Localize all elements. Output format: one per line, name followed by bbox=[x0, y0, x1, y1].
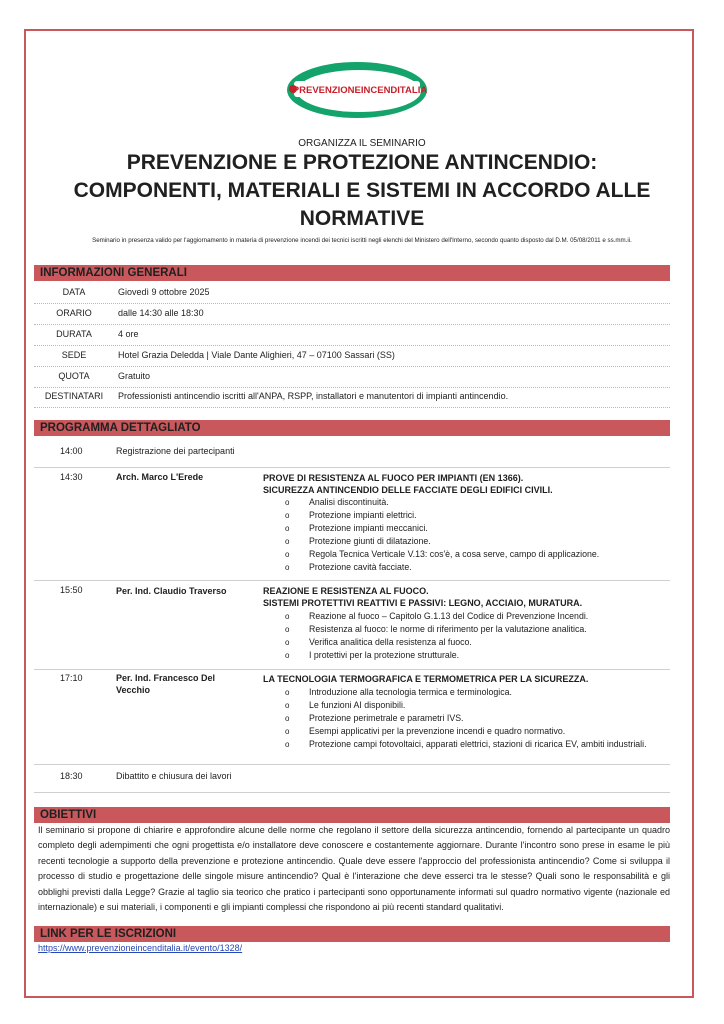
session-time: 15:50 bbox=[60, 585, 83, 595]
info-value: dalle 14:30 alle 18:30 bbox=[118, 308, 204, 318]
bullet-icon: o bbox=[285, 740, 290, 749]
divider bbox=[34, 792, 670, 793]
list-item: o Introduzione alla tecnologia termica e terminologica. bbox=[285, 687, 512, 697]
objectives-heading: OBIETTIVI bbox=[34, 807, 670, 823]
bullet-icon: o bbox=[285, 727, 290, 736]
info-row-venue bbox=[34, 345, 670, 367]
list-item: o Protezione impianti elettrici. bbox=[285, 510, 417, 520]
logo bbox=[286, 60, 428, 120]
organizer-label: ORGANIZZA IL SEMINARIO bbox=[298, 138, 426, 149]
list-item: o Regola Tecnica Verticale V.13: cos'è, a cosa serve, campo di applicazione. bbox=[285, 549, 600, 559]
info-row-fee bbox=[34, 366, 670, 388]
bullet-icon: o bbox=[285, 625, 290, 634]
info-section-heading: INFORMAZIONI GENERALI bbox=[34, 265, 670, 281]
info-row-duration bbox=[34, 324, 670, 346]
seminar-subtitle: Seminario in presenza valido per l'aggiornamento in materia di prevenzione incendi dei tecnici iscritti negli elenchi del Ministero dell'Interno, secondo quanto disposto dal D.M. 05/08/2011 e ss.mm.ii. bbox=[92, 237, 632, 244]
info-row-audience bbox=[34, 386, 670, 408]
bullet-icon: o bbox=[285, 688, 290, 697]
registration-text: Registrazione dei partecipanti bbox=[116, 446, 235, 456]
title-line: COMPONENTI, MATERIALI E SISTEMI IN ACCORDO ALLE bbox=[73, 179, 651, 202]
list-item: o Reazione al fuoco – Capitolo G.1.13 del Codice di Prevenzione Incendi. bbox=[285, 611, 589, 621]
list-item: o Protezione perimetrale e parametri IVS. bbox=[285, 713, 464, 723]
session-items bbox=[285, 496, 665, 574]
title-line: NORMATIVE bbox=[299, 207, 425, 230]
list-item: o Esempi applicativi per la prevenzione incendi e quadro normativo. bbox=[285, 726, 566, 736]
divider bbox=[34, 467, 670, 468]
bullet-icon: o bbox=[285, 701, 290, 710]
list-item: o Protezione campi fotovoltaici, apparati elettrici, stazioni di ricarica EV, ambiti industriali. bbox=[285, 739, 647, 749]
bullet-icon: o bbox=[285, 511, 290, 520]
list-item: o Analisi discontinuità. bbox=[285, 497, 389, 507]
info-value: 4 ore bbox=[118, 329, 139, 339]
info-label: DURATA bbox=[56, 329, 92, 339]
divider bbox=[34, 764, 670, 765]
session-speaker: Per. Ind. Francesco Del Vecchio bbox=[116, 673, 216, 695]
session-speaker: Per. Ind. Claudio Traverso bbox=[116, 586, 227, 596]
bullet-icon: o bbox=[285, 524, 290, 533]
info-label: ORARIO bbox=[56, 308, 92, 318]
info-row-date bbox=[34, 282, 670, 304]
list-item: o Protezione impianti meccanici. bbox=[285, 523, 428, 533]
bullet-icon: o bbox=[285, 537, 290, 546]
info-row-time bbox=[34, 303, 670, 325]
closing-time: 18:30 bbox=[60, 771, 83, 781]
list-item: o Protezione cavità facciate. bbox=[285, 562, 412, 572]
logo-text: PREVENZIONEINCENDITALIA bbox=[292, 85, 428, 96]
registration-time: 14:00 bbox=[60, 446, 83, 456]
list-item: o Protezione giunti di dilatazione. bbox=[285, 536, 431, 546]
divider bbox=[34, 580, 670, 581]
info-label: QUOTA bbox=[58, 371, 90, 381]
info-label: DATA bbox=[62, 287, 86, 297]
session-topic: LA TECNOLOGIA TERMOGRAFICA E TERMOMETRICA PER LA SICUREZZA. bbox=[263, 674, 589, 684]
session-items bbox=[285, 610, 665, 662]
info-label: DESTINATARI bbox=[44, 391, 104, 401]
session-time: 14:30 bbox=[60, 472, 83, 482]
bullet-icon: o bbox=[285, 638, 290, 647]
registration-link[interactable]: https://www.prevenzioneincenditalia.it/evento/1328/ bbox=[38, 943, 243, 953]
session-time: 17:10 bbox=[60, 673, 83, 683]
bullet-icon: o bbox=[285, 714, 290, 723]
info-value: Gratuito bbox=[118, 371, 151, 381]
seminar-title bbox=[40, 149, 684, 233]
list-item: o Le funzioni AI disponibili. bbox=[285, 700, 406, 710]
bullet-icon: o bbox=[285, 612, 290, 621]
divider bbox=[34, 669, 670, 670]
bullet-icon: o bbox=[285, 651, 290, 660]
info-value: Hotel Grazia Deledda | Viale Dante Alighieri, 47 – 07100 Sassari (SS) bbox=[118, 350, 395, 360]
session-items bbox=[285, 686, 665, 751]
closing-text: Dibattito e chiusura dei lavori bbox=[116, 771, 232, 781]
registration-link-heading: LINK PER LE ISCRIZIONI bbox=[34, 926, 670, 942]
list-item: o Resistenza al fuoco: le norme di riferimento per la valutazione analitica. bbox=[285, 624, 587, 634]
bullet-icon: o bbox=[285, 563, 290, 572]
list-item: o Verifica analitica della resistenza al fuoco. bbox=[285, 637, 472, 647]
title-line: PREVENZIONE E PROTEZIONE ANTINCENDIO: bbox=[126, 151, 598, 174]
session-speaker: Arch. Marco L'Erede bbox=[116, 472, 204, 482]
bullet-icon: o bbox=[285, 550, 290, 559]
objectives-text: Il seminario si propone di chiarire e approfondire alcune delle norme che regolano il settore della sicurezza antincendio, fornendo al partecipante un quadro completo degli adempimenti che ogni progettista e/o installatore deve conoscere e costantemente aggiornare. Durante l'incontro sono prese in esame le più recenti tecnologie a supporto della prevenzione e protezione antincendio. Quale deve essere l'approccio del professionista antincendio? Come si sviluppa il processo di studio e progettazione delle singole misure antincendio? Qual è l'interazione che deve esserci tra le stesse? Quali sono le responsabilità e gli obblighi previsti dalla Legge? Grazie al taglio sia teorico che pratico i partecipanti sono opportunamente informati sul quadro normativo vigente (nazionale ed internazionale) e sui materiali, i componenti e gli impianti complessi che rispondono ai più recenti standard qualitativi. bbox=[38, 825, 670, 913]
bullet-icon: o bbox=[285, 498, 290, 507]
list-item: o I protettivi per la protezione strutturale. bbox=[285, 650, 460, 660]
program-section-heading: PROGRAMMA DETTAGLIATO bbox=[34, 420, 670, 436]
session-topic: REAZIONE E RESISTENZA AL FUOCO. SISTEMI PROTETTIVI REATTIVI E PASSIVI: LEGNO, ACCIAIO, MURATURA. bbox=[263, 586, 583, 608]
session-topic: PROVE DI RESISTENZA AL FUOCO PER IMPIANTI (EN 1366). SICUREZZA ANTINCENDIO DELLE FACCIATE DEGLI EDIFICI CIVILI. bbox=[263, 473, 553, 495]
info-label: SEDE bbox=[61, 350, 87, 360]
info-value: Giovedì 9 ottobre 2025 bbox=[118, 287, 210, 297]
info-value: Professionisti antincendio iscritti all'ANPA, RSPP, installatori e manutentori di impianti antincendio. bbox=[118, 391, 509, 401]
